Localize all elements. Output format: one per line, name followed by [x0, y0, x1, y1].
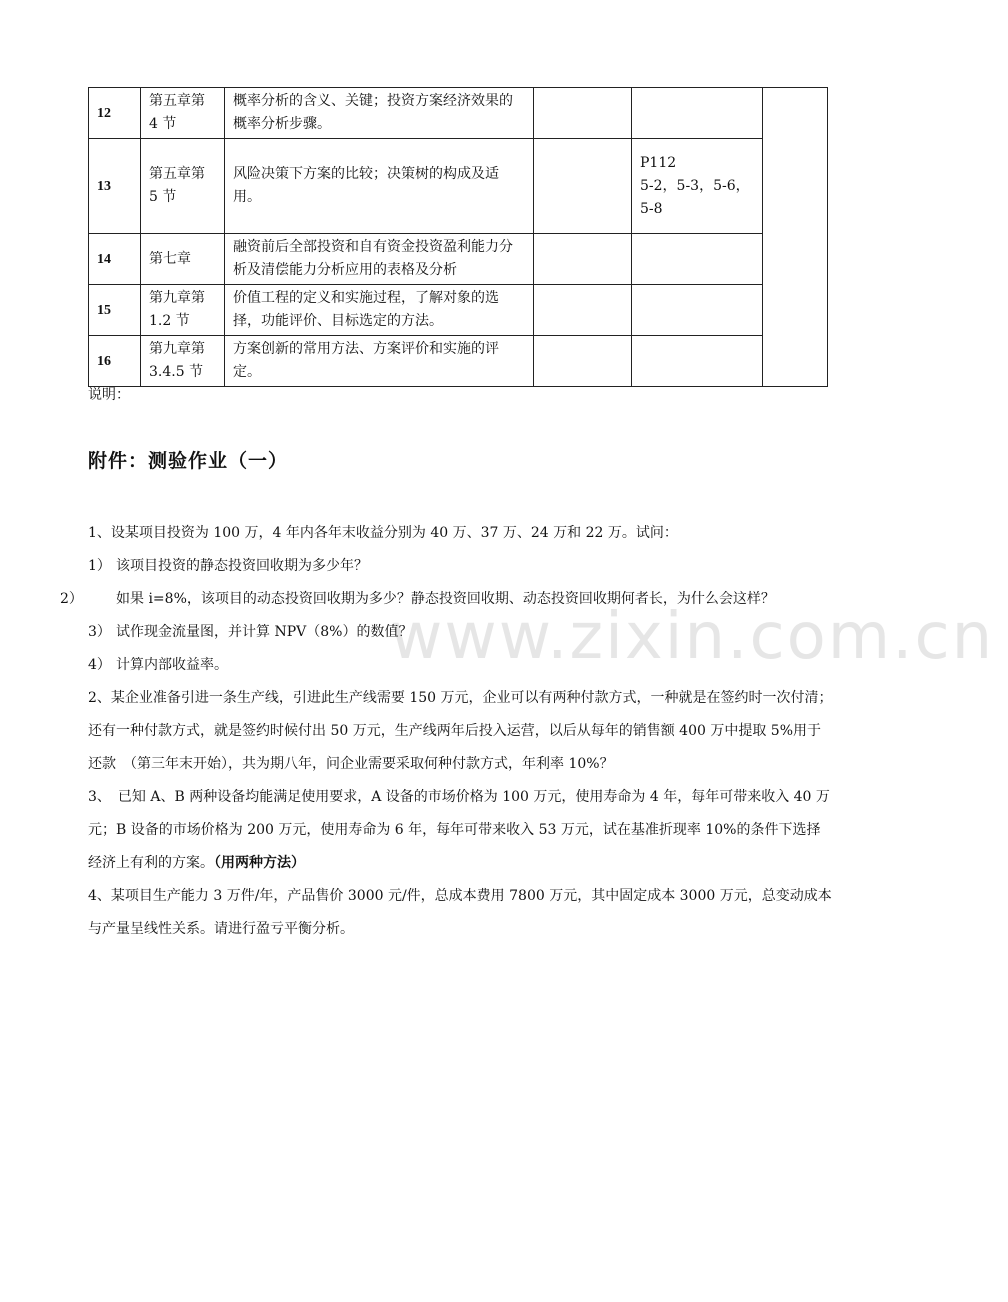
chapter-text: 第九章第 3.4.5 节 [149, 341, 205, 380]
question-1-item [88, 550, 834, 583]
item-number: 3） [88, 624, 111, 640]
exercise-cell [632, 234, 763, 285]
empty-cell [534, 234, 632, 285]
row-number: 15 [89, 285, 141, 336]
chapter-cell [141, 88, 225, 139]
exercise-text: P112 5-2，5-3，5-6，5-8 [640, 154, 750, 217]
item-text: 试作现金流量图，并计算 NPV（8%）的数值？ [116, 624, 413, 640]
chapter-text: 第七章 [149, 250, 191, 267]
item-text: 该项目投资的静态投资回收期为多少年？ [116, 558, 368, 574]
table-row [89, 139, 828, 234]
row-number: 16 [89, 336, 141, 387]
remarks-cell [763, 88, 828, 387]
watermark: www.zixin.com.cn [390, 600, 995, 674]
chapter-text: 第九章第 1.2 节 [149, 290, 205, 329]
table-row [89, 88, 828, 139]
chapter-cell [141, 285, 225, 336]
question-1-item [88, 649, 834, 682]
chapter-text: 第五章第 4 节 [149, 93, 205, 132]
content-cell: 融资前后全部投资和自有资金投资盈利能力分析及清偿能力分析应用的表格及分析 [225, 234, 534, 285]
content-cell: 风险决策下方案的比较；决策树的构成及适用。 [225, 139, 534, 234]
chapter-cell [141, 139, 225, 234]
chapter-text: 第五章第 5 节 [149, 166, 205, 205]
exercise-cell [632, 336, 763, 387]
row-number: 12 [89, 88, 141, 139]
empty-cell [534, 88, 632, 139]
chapter-cell [141, 336, 225, 387]
row-number: 14 [89, 234, 141, 285]
item-number: 4） [88, 657, 111, 673]
note-label: 说明： [88, 387, 130, 403]
empty-cell [534, 285, 632, 336]
question-4: 4、某项目生产能力 3 万件/年，产品售价 3000 元/件，总成本费用 7800 万元，其中固定成本 3000 万元，总变动成本与产量呈线性关系。请进行盈亏平衡分析。 [88, 888, 832, 937]
content-cell: 价值工程的定义和实施过程，了解对象的选择，功能评价、目标选定的方法。 [225, 285, 534, 336]
content-cell: 概率分析的含义、关键；投资方案经济效果的概率分析步骤。 [225, 88, 534, 139]
table-row [89, 285, 828, 336]
chapter-cell [141, 234, 225, 285]
row-number: 13 [89, 139, 141, 234]
item-number: 1） [88, 558, 111, 574]
appendix-heading: 附件：测验作业（一） [88, 450, 289, 472]
question-2: 2、某企业准备引进一条生产线，引进此生产线需要 150 万元，企业可以有两种付款方式，一种就是在签约时一次付清；还有一种付款方式，就是签约时候付出 50 万元，生产线两年后投入运营，以后从每年的销售额 400 万中提取 5%用于还款 （第三年末开始），共为期八年，问企业需要采取何种付款方式，年利率 10%？ [88, 690, 833, 772]
question-3-bold-note: （用两种方法） [214, 855, 305, 871]
exercise-cell [632, 88, 763, 139]
question-1-item [88, 616, 834, 649]
question-1-item [60, 583, 834, 616]
table-row [89, 234, 828, 285]
course-schedule-table [88, 87, 828, 387]
exercise-cell [632, 139, 763, 234]
question-1-intro: 1、设某项目投资为 100 万，4 年内各年末收益分别为 40 万、37 万、24 万和 22 万。试问： [88, 525, 678, 541]
question-3 [88, 781, 834, 880]
item-text: 如果 i=8%，该项目的动态投资回收期为多少？静态投资回收期、动态投资回收期何者长，为什么会这样？ [116, 591, 775, 607]
item-number: 2） [60, 591, 83, 607]
empty-cell [534, 139, 632, 234]
question-3-text: 3、 已知 A、B 两种设备均能满足使用要求，A 设备的市场价格为 100 万元，使用寿命为 4 年，每年可带来收入 40 万元；B 设备的市场价格为 200 万元，使用寿命为 6 年，每年可带来收入 53 万元，试在基准折现率 10%的条件下选择经济上有利的方案。 [88, 789, 830, 871]
content-cell: 方案创新的常用方法、方案评价和实施的评定。 [225, 336, 534, 387]
exercise-cell [632, 285, 763, 336]
table-row [89, 336, 828, 387]
empty-cell [534, 336, 632, 387]
item-text: 计算内部收益率。 [116, 657, 228, 673]
quiz-body [60, 517, 834, 946]
